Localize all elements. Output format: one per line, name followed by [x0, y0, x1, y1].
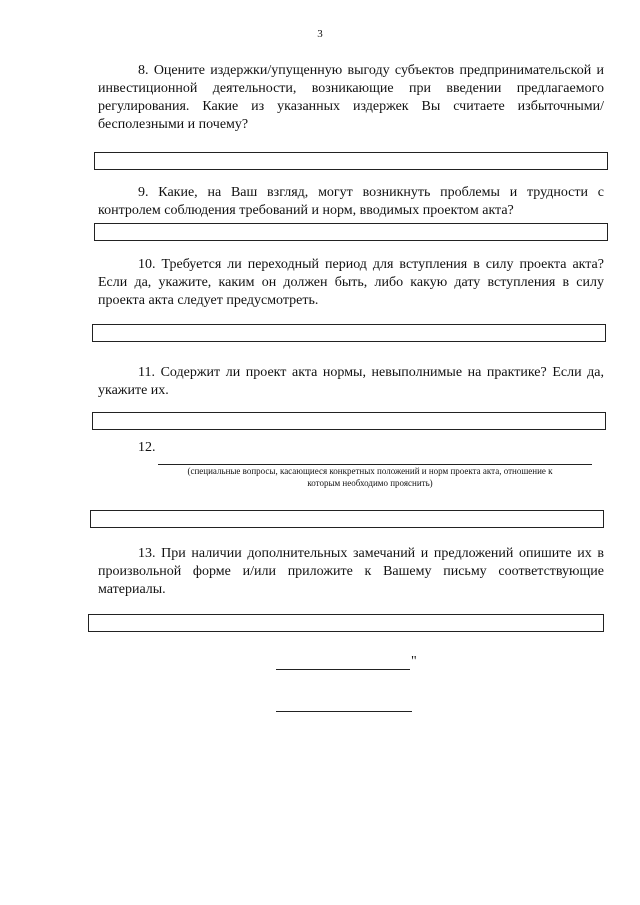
answer-field-8[interactable]	[94, 152, 608, 170]
signature-line-2[interactable]	[276, 711, 412, 712]
question-12-number: 12.	[138, 440, 156, 455]
answer-field-9[interactable]	[94, 223, 608, 241]
question-13-text: 13. При наличии дополнительных замечаний и предложений опишите их в произвольной форме и/или приложите к Вашему письму соответствующие материалы.	[98, 546, 604, 597]
signature-line-1[interactable]	[276, 669, 410, 670]
question-10-text: 10. Требуется ли переходный период для вступления в силу проекта акта? Если да, укажите, каким он должен быть, либо какую дату вступления в силу проекта акта следует предусмотреть.	[98, 257, 604, 308]
answer-field-13[interactable]	[88, 614, 604, 632]
page-number: 3	[317, 28, 323, 40]
question-8-text: 8. Оцените издержки/упущенную выгоду субъектов предпринимательской и инвестиционной деятельности, возникающие при введении предлагаемого регулирования. Какие из указанных издержек Вы считаете избыточными/бесполезными и почему?	[98, 63, 604, 132]
answer-field-11[interactable]	[92, 412, 606, 430]
question-9-text: 9. Какие, на Ваш взгляд, могут возникнуть проблемы и трудности с контролем соблюдения требований и норм, вводимых проектом акта?	[98, 185, 604, 218]
answer-field-12[interactable]	[90, 510, 604, 528]
closing-quote-mark: "	[411, 654, 417, 669]
question-12-caption: (специальные вопросы, касающиеся конкретных положений и норм проекта акта, отношение к которым необходимо прояснить)	[187, 466, 553, 488]
question-11-text: 11. Содержит ли проект акта нормы, невыполнимые на практике? Если да, укажите их.	[98, 365, 604, 398]
answer-field-10[interactable]	[92, 324, 606, 342]
